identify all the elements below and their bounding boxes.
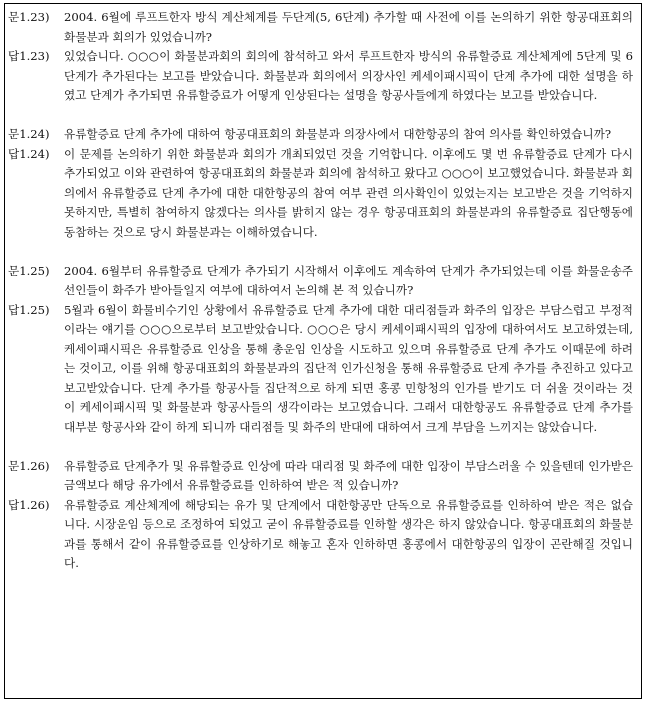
question-1-24 (8, 125, 633, 145)
answer-1-25 (8, 301, 633, 438)
question-text: 2004. 6월부터 유류할증료 단계가 추가되기 시작해서 이후에도 계속하여 단계가 추가되었는데 이를 화물운송주선인들이 화주가 받아들일지 여부에 대하여서 논의해 본 적 있습니까? (64, 263, 633, 297)
answer-text: 유류할증료 계산체계에 해당되는 유가 및 단계에서 대한항공만 단독으로 유류할증료를 인하하여 받은 적은 없습니다. 시장운임 등으로 조정하여 되었고 굳이 유류할증료를 인하할 생각은 하지 않았습니다. 항공대표회의 화물분과를 통해서 같이 유류할증료를 인상하기로 해놓고 혼자 인하하면 홍콩에서 대한항공의 입장이 곤란해질 것입니다. (64, 497, 633, 570)
qa-transcript (8, 8, 633, 574)
answer-1-23 (8, 47, 633, 106)
question-1-26 (8, 457, 633, 496)
answer-label: 답1.23) (8, 49, 50, 63)
answer-label: 답1.25) (8, 302, 50, 317)
answer-1-26 (8, 496, 633, 574)
spacer (8, 106, 633, 126)
answer-text: 이 문제를 논의하기 위한 화물분과 회의가 개최되었던 것을 기억합니다. 이후에도 몇 번 유류할증료 단계가 다시 추가되었고 이와 관련하여 항공대표회의 화물분과 회의에 참석하고 왔다고 ○○○이 보고했었습니다. 화물분과 회의에서 유류할증료 단계 추가에 대한 대한항공의 참여 여부 관련 의사확인이 있었는지는 보고받은 것을 기억하지 못하지만, 특별히 참여하지 않겠다는 의사를 밝히지 않는 경우 항공대표회의 화물분과의 유류할증료 집단행동에 동참하는 것으로 당시 화물분과는 이해하였습니다. (64, 146, 633, 239)
spacer (8, 437, 633, 457)
question-text: 2004. 6월에 루프트한자 방식 계산체계를 두단계(5, 6단계) 추가할 때 사전에 이를 논의하기 위한 항공대표회의 화물분과 회의가 있었습니까? (64, 10, 633, 44)
answer-1-24 (8, 145, 633, 243)
question-1-23 (8, 8, 633, 47)
answer-text: 있었습니다. ○○○이 화물분과회의 회의에 참석하고 와서 루프트한자 방식의 유류할증료 계산체계에 5단계 및 6단계가 추가된다는 보고를 받았습니다. 화물분과 회의에서 의장사인 케세이패시픽이 단계 추가에 대한 설명을 하였고 단계가 추가되면 유류할증료가 어떻게 인상된다는 설명을 항공사들에게 하였다는 보고를 받았습니다. (64, 49, 633, 102)
document-page (4, 3, 642, 699)
question-text: 유류할증료 단계 추가에 대하여 항공대표회의 화물분과 의장사에서 대한항공의 참여 의사를 확인하였습니까? (64, 127, 612, 141)
answer-label: 답1.26) (8, 497, 50, 512)
question-text: 유류할증료 단계추가 및 유류할증료 인상에 따라 대리점 및 화주에 대한 입장이 부담스러울 수 있을텐데 인가받은 금액보다 해당 유가에서 유류할증료를 인하하여 받은 적 있습니까? (64, 458, 633, 492)
question-label: 문1.26) (8, 458, 50, 473)
question-label: 문1.25) (8, 263, 50, 278)
spacer (8, 242, 633, 262)
question-label: 문1.23) (8, 10, 50, 24)
answer-label: 답1.24) (8, 146, 50, 161)
question-label: 문1.24) (8, 127, 50, 141)
answer-text: 5월과 6월이 화물비수기인 상황에서 유류할증료 단계 추가에 대한 대리점들과 화주의 입장은 부담스럽고 부정적이라는 얘기를 ○○○으로부터 보고받았습니다. ○○○은 당시 케세이패시픽의 입장에 대하여서도 보고하였는데, 케세이패시픽은 유류할증료 인상을 통해 총운임 인상을 시도하고 있으며 유류할증료 단계 추가도 이때문에 하려는 것이고, 이를 위해 항공대표회의 화물분과의 집단적 인가신청을 통해 유류할증료 단계 추가를 추진하고 있다고 보고받았습니다. 단계 추가를 항공사들 집단적으로 하게 되면 홍콩 민항청의 인가를 받기도 더 쉬울 것이라는 것이 케세이패시픽 및 화물분과 항공사들의 생각이라는 보고였습니다. 그래서 대한항공도 유류할증료 단계 추가를 대부분 항공사와 같이 하게 되니까 대리점들 및 화주의 반대에 대하여서 크게 부담을 느끼지는 않았습니다. (64, 302, 633, 434)
question-1-25 (8, 262, 633, 301)
